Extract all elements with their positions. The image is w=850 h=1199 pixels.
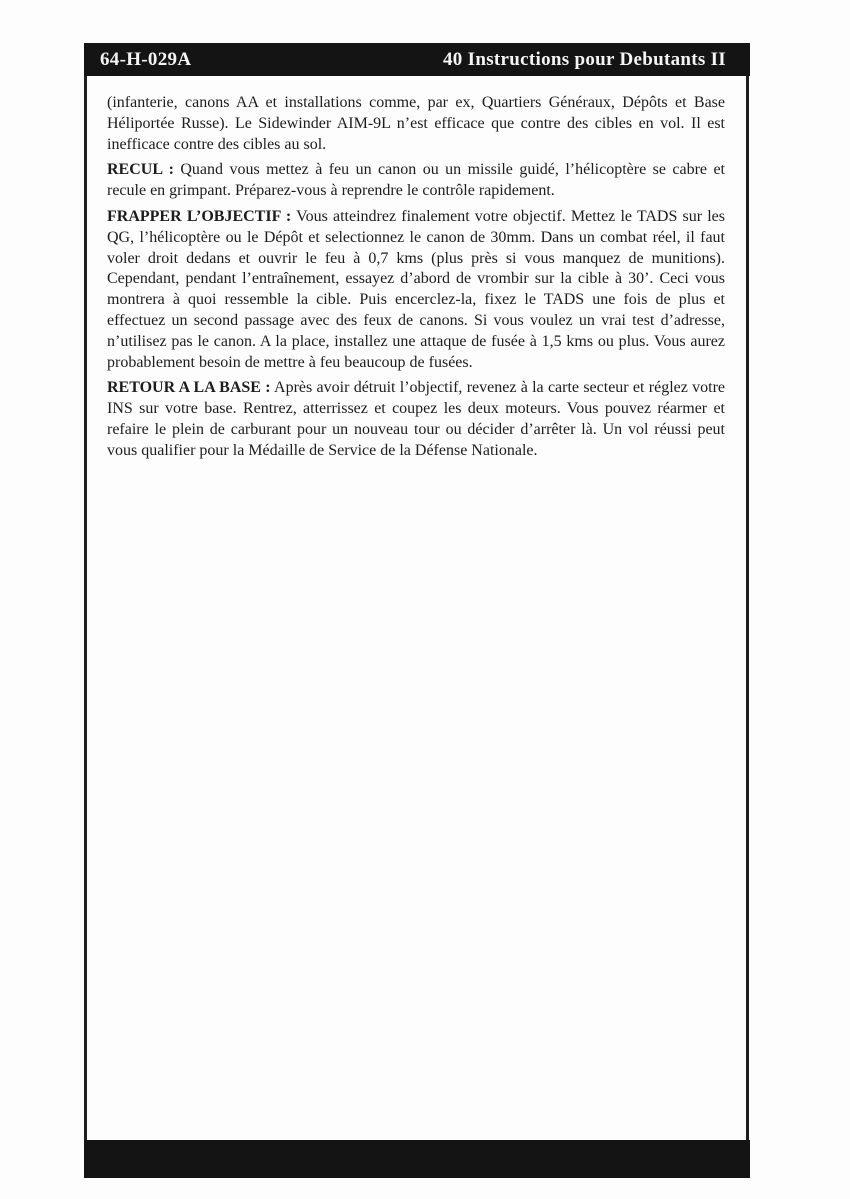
page-header — [84, 43, 750, 76]
left-border-rule — [84, 76, 87, 1140]
paragraph-recul — [107, 160, 725, 202]
paragraph-intro — [107, 93, 725, 155]
right-border-rule — [746, 76, 749, 1140]
body-text — [107, 93, 725, 467]
paragraph-text: (infanterie, canons AA et installations comme, par ex, Quartiers Généraux, Dépôts et Base Héliportée Russe). Le Sidewinder AIM-9L n’est efficace que contre des cibles en vol. Il est inefficace contre des cibles au sol. — [107, 94, 725, 153]
paragraph-retour-base — [107, 378, 725, 461]
section-heading-retour-base: RETOUR A LA BASE : — [107, 379, 271, 397]
document-code: 64-H-029A — [100, 48, 192, 70]
paragraph-text: Après avoir détruit l’objectif, revenez à la carte secteur et réglez votre INS sur votre base. Rentrez, atterrissez et coupez les deux moteurs. Vous pouvez réarmer et refaire le plein de carburant pour un nouveau tour ou décider d’arrêter là. Un vol réussi peut vous qualifier pour la Médaille de Service de la Défense Nationale. — [107, 379, 726, 459]
page-title: 40 Instructions pour Debutants II — [443, 48, 726, 70]
section-heading-frapper-objectif: FRAPPER L’OBJECTIF : — [107, 207, 292, 225]
page-footer — [84, 1140, 750, 1178]
paragraph-frapper-objectif — [107, 207, 725, 373]
section-heading-recul: RECUL : — [107, 161, 174, 179]
paragraph-text: Quand vous mettez à feu un canon ou un missile guidé, l’hélicoptère se cabre et recule en grimpant. Préparez-vous à reprendre le contrôle rapidement. — [107, 161, 726, 200]
paragraph-text: Vous atteindrez finalement votre objectif. Mettez le TADS sur les QG, l’hélicoptère ou le Dépôt et selectionnez le canon de 30mm. Dans un combat réel, il faut voler droit dedans et ouvrir le feu à 0,7 kms (plus près si vous manquez de munitions). Cependant, pendant l’entraînement, essayez d’abord de vrombir sur la cible à 30’. Ceci vous montrera à quoi ressemble la cible. Puis encerclez-la, fixez le TADS une fois de plus et effectuez un second passage avec des feux de canons. Si vous voulez un vrai test d’adresse, n’utilisez pas le canon. A la place, installez une attaque de fusée à 1,5 kms ou plus. Vous aurez probablement besoin de mettre à feu beaucoup de fusées. — [107, 207, 726, 371]
